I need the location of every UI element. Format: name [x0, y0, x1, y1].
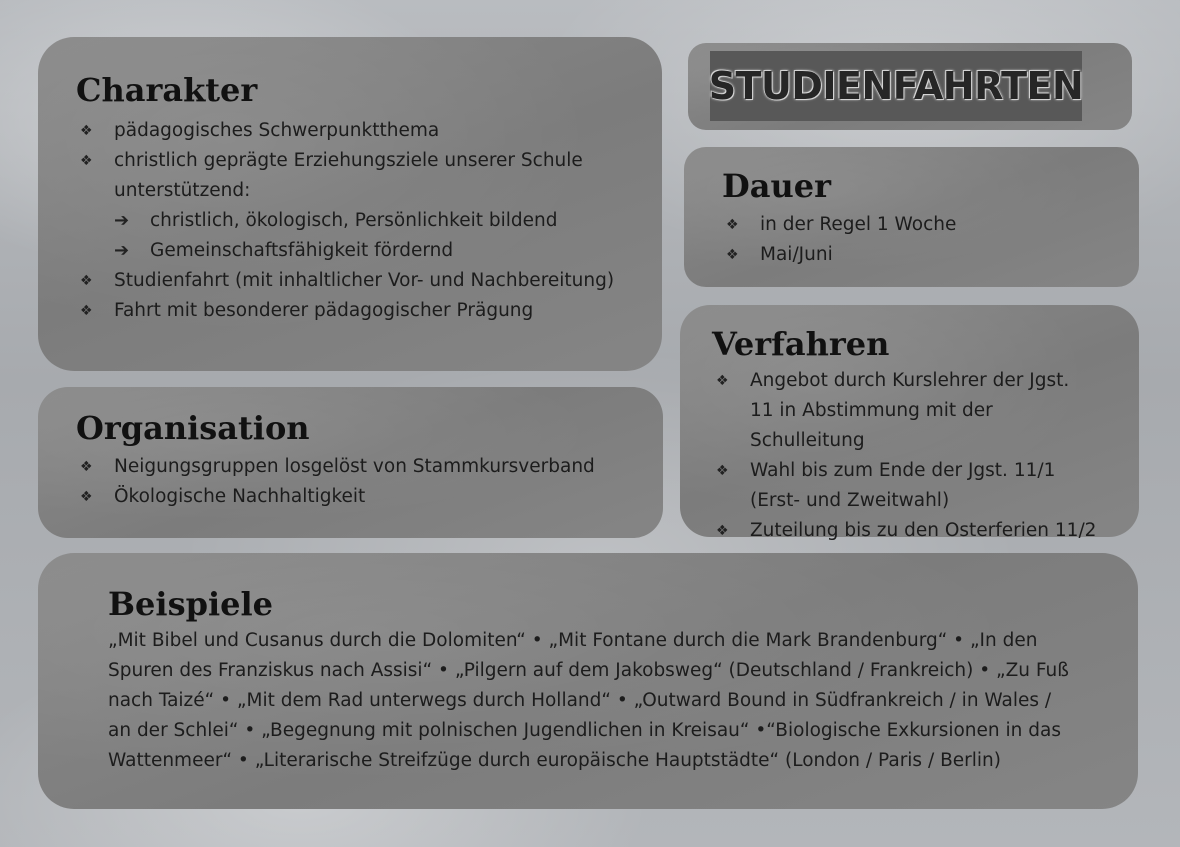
charakter-sublist: [114, 206, 662, 266]
organisation-list: [76, 452, 663, 512]
title-box: [710, 51, 1082, 121]
page-title: STUDIENFAHRTEN: [708, 64, 1084, 108]
diamond-bullet-icon: ❖: [80, 153, 93, 170]
diamond-bullet-icon: ❖: [716, 463, 729, 480]
list-item-text: christlich geprägte Erziehungsziele unserer Schule unterstützend:: [114, 150, 583, 202]
list-item-text: in der Regel 1 Woche: [760, 214, 957, 236]
arrow-right-icon: ➔: [114, 210, 130, 232]
beispiele-panel: [38, 553, 1138, 809]
list-item-text: Gemeinschaftsfähigkeit fördernd: [150, 240, 454, 262]
diamond-bullet-icon: ❖: [80, 489, 93, 506]
beispiele-heading: Beispiele: [108, 585, 273, 623]
list-item: [76, 482, 663, 512]
charakter-heading: Charakter: [76, 71, 258, 109]
list-item: [114, 206, 662, 236]
diamond-bullet-icon: ❖: [80, 123, 93, 140]
diamond-bullet-icon: ❖: [80, 273, 93, 290]
list-item-text: Zuteilung bis zu den Osterferien 11/2: [750, 520, 1097, 542]
list-item-text: Fahrt mit besonderer pädagogischer Prägung: [114, 300, 534, 322]
list-item: [712, 366, 1072, 456]
dauer-list: [722, 210, 1139, 270]
list-item: [76, 146, 662, 266]
list-item: [712, 516, 1170, 546]
charakter-list: [76, 116, 662, 326]
list-item: [76, 296, 662, 326]
diamond-bullet-icon: ❖: [716, 373, 729, 390]
diamond-bullet-icon: ❖: [716, 523, 729, 540]
list-item: [712, 456, 1072, 516]
verfahren-list: [712, 366, 1097, 546]
list-item: [76, 116, 662, 146]
list-item: [722, 210, 1139, 240]
list-item-text: christlich, ökologisch, Persönlichkeit bildend: [150, 210, 558, 232]
list-item-text: Neigungsgruppen losgelöst von Stammkursverband: [114, 456, 595, 478]
diamond-bullet-icon: ❖: [726, 217, 739, 234]
list-item-text: Angebot durch Kurslehrer der Jgst. 11 in Abstimmung mit der Schulleitung: [750, 370, 1070, 452]
list-item-text: pädagogisches Schwerpunktthema: [114, 120, 440, 142]
dauer-panel: [684, 147, 1139, 287]
arrow-right-icon: ➔: [114, 240, 130, 262]
organisation-heading: Organisation: [76, 409, 310, 447]
list-item-text: Mai/Juni: [760, 244, 833, 266]
list-item: [114, 236, 662, 266]
title-panel: [688, 43, 1132, 130]
verfahren-panel: [680, 305, 1139, 542]
verfahren-heading: Verfahren: [712, 325, 890, 363]
list-item: [76, 266, 662, 296]
list-item-text: Wahl bis zum Ende der Jgst. 11/1 (Erst- und Zweitwahl): [750, 460, 1056, 512]
diamond-bullet-icon: ❖: [80, 303, 93, 320]
diamond-bullet-icon: ❖: [726, 247, 739, 264]
charakter-panel: [38, 37, 662, 371]
list-item-text: Studienfahrt (mit inhaltlicher Vor- und Nachbereitung): [114, 270, 615, 292]
dauer-heading: Dauer: [722, 167, 831, 205]
beispiele-text: „Mit Bibel und Cusanus durch die Dolomiten“ • „Mit Fontane durch die Mark Brandenburg“ • „In den Spuren des Franziskus nach Assisi“ • „Pilgern auf dem Jakobsweg“ (Deutschland / Frankreich) • „Zu Fuß nach Taizé“ • „Mit dem Rad unterwegs durch Holland“ • „Outward Bound in Südfrankreich / in Wales / an der Schlei“ • „Begegnung mit polnischen Jugendlichen in Kreisau“ •“Biologische Exkursionen in das Wattenmeer“ • „Literarische Streifzüge durch europäische Hauptstädte“ (London / Paris / Berlin): [108, 630, 1069, 772]
list-item-text: Ökologische Nachhaltigkeit: [114, 486, 366, 508]
list-item: [76, 452, 663, 482]
diamond-bullet-icon: ❖: [80, 459, 93, 476]
organisation-panel: [38, 387, 663, 538]
list-item: [722, 240, 1139, 270]
